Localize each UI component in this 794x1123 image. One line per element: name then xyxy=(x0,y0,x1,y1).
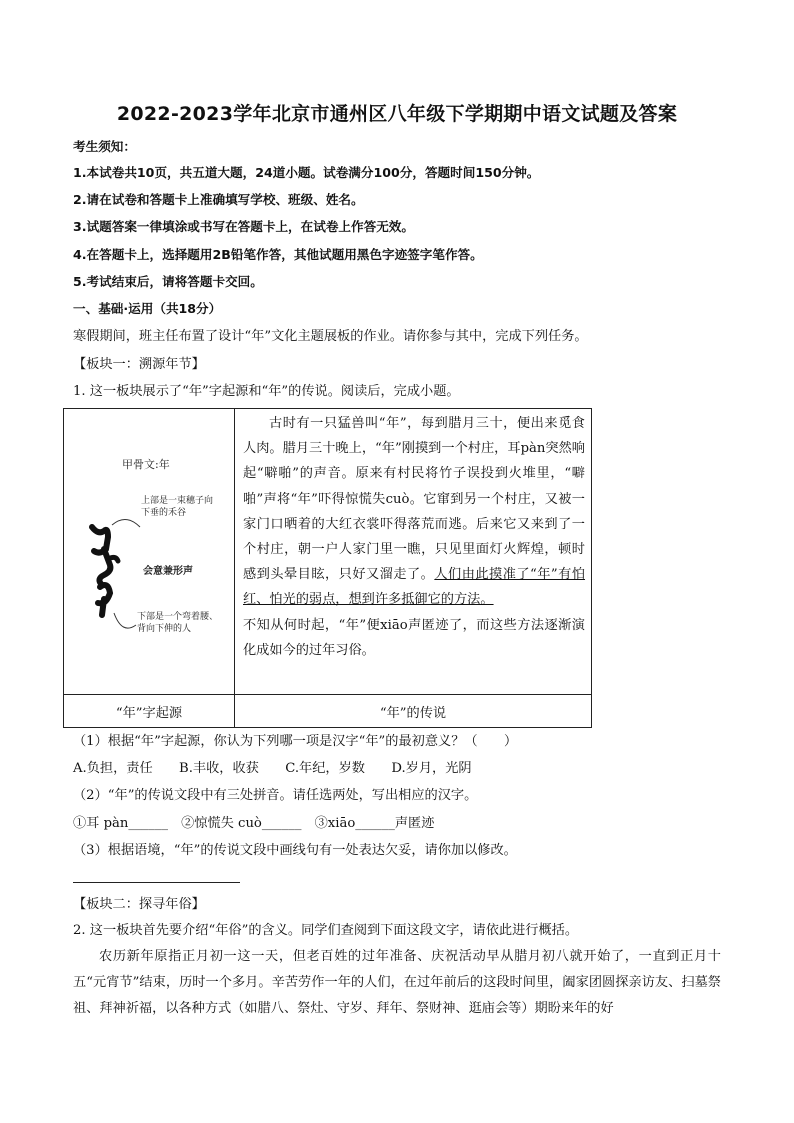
question-1-1: （1）根据“年”字起源，你认为下列哪一项是汉字“年”的最初意义？（ ） xyxy=(73,734,518,749)
block-title: 【板块一：溯源年节】 xyxy=(73,357,205,372)
table-label-legend: “年”的传说 xyxy=(235,695,592,728)
figure-upper-note: 上部是一束穗子向下垂的禾谷 xyxy=(141,496,214,518)
block-title: 【板块二：探寻年俗】 xyxy=(73,897,205,912)
notice-item: 2.请在试卷和答题卡上准确填写学校、班级、姓名。 xyxy=(73,192,364,207)
question-1-2-blanks: ①耳 pàn______ ②惊慌失 cuò______ ③xiāo______声匿迹 xyxy=(73,816,435,831)
question-1-1-options: A.负担，责任 B.丰收，收获 C.年纪，岁数 D.岁月，光阴 xyxy=(73,761,472,776)
legend-text-cell xyxy=(235,409,592,695)
oracle-bone-glyph xyxy=(64,409,232,692)
legend-underlined-sentence: 人们由此摸准了“年”有怕红、怕光的弱点，想到许多抵御它的方法。 xyxy=(243,567,586,608)
oracle-bone-figure xyxy=(64,409,232,692)
section-heading: 一、基础·运用（共18分） xyxy=(73,301,222,316)
page-title: 2022-2023学年北京市通州区八年级下学期期中语文试题及答案 xyxy=(116,103,678,125)
question-2: 2. 这一板块首先要介绍“年俗”的含义。同学们查阅到下面这段文字，请依此进行概括。 xyxy=(73,923,579,938)
table-label-origin: “年”字起源 xyxy=(64,695,235,728)
question-1-3: （3）根据语境，“年”的传说文段中画线句有一处表达欠妥，请你加以修改。 xyxy=(73,843,517,858)
section-intro: 寒假期间，班主任布置了设计“年”文化主题展板的作业。请你参与其中，完成下列任务。 xyxy=(73,329,588,344)
answer-line xyxy=(73,882,240,883)
question-2-passage: 农历新年原指正月初一这一天，但老百姓的过年准备、庆祝活动早从腊月初八就开始了，一直到正月十五“元宵节”结束，历时一个多月。辛苦劳作一年的人们，在过年前后的这段时间里，阖家团圆探亲访友、扫墓祭祖、拜神祈福，以各种方式（如腊八、祭灶、守岁、拜年、祭财神、逛庙会等）期盼来年的好 xyxy=(73,949,721,1016)
legend-paragraph: 不知从何时起，“年”便xiāo声匿迹了，而这些方法逐渐演化成如今的过年习俗。 xyxy=(243,617,585,658)
notice-item: 1.本试卷共10页，共五道大题，24道小题。试卷满分100分，答题时间150分钟。 xyxy=(73,165,540,180)
notice-heading: 考生须知： xyxy=(73,139,136,154)
notice-item: 5.考试结束后，请将答题卡交回。 xyxy=(73,274,263,289)
question-1-2: （2）“年”的传说文段中有三处拼音。请任选两处，写出相应的汉字。 xyxy=(73,788,478,803)
legend-paragraph: 古时有一只猛兽叫“年”，每到腊月三十，便出来觅食人肉。腊月三十晚上，“年”刚摸到一个村庄，耳pàn突然响起“噼啪”的声音。原来有村民将竹子误投到火堆里，“噼啪”声将“年”吓得惊慌失cuò。它窜到另一个村庄，又被一家门口晒着的大红衣裳吓得落荒而逃。后来它又来到了一个村庄，朝一户人家门里一瞧，只见里面灯火辉煌，顿时感到头晕目眩，只好又溜走了。 xyxy=(243,416,585,583)
figure-middle-note: 会意兼形声 xyxy=(143,566,193,577)
question-1: 1. 这一板块展示了“年”字起源和“年”的传说。阅读后，完成小题。 xyxy=(73,384,460,399)
notice-item: 4.在答题卡上，选择题用2B铅笔作答，其他试题用黑色字迹签字笔作答。 xyxy=(73,247,483,262)
figure-lower-note: 下部是一个弯着腰、背向下伸的人 xyxy=(137,612,219,634)
origin-figure-cell xyxy=(64,409,235,695)
figure-caption: 甲骨文:年 xyxy=(122,458,170,471)
notice-item: 3.试题答案一律填涂或书写在答题卡上，在试卷上作答无效。 xyxy=(73,219,414,234)
origin-legend-table xyxy=(63,408,592,728)
